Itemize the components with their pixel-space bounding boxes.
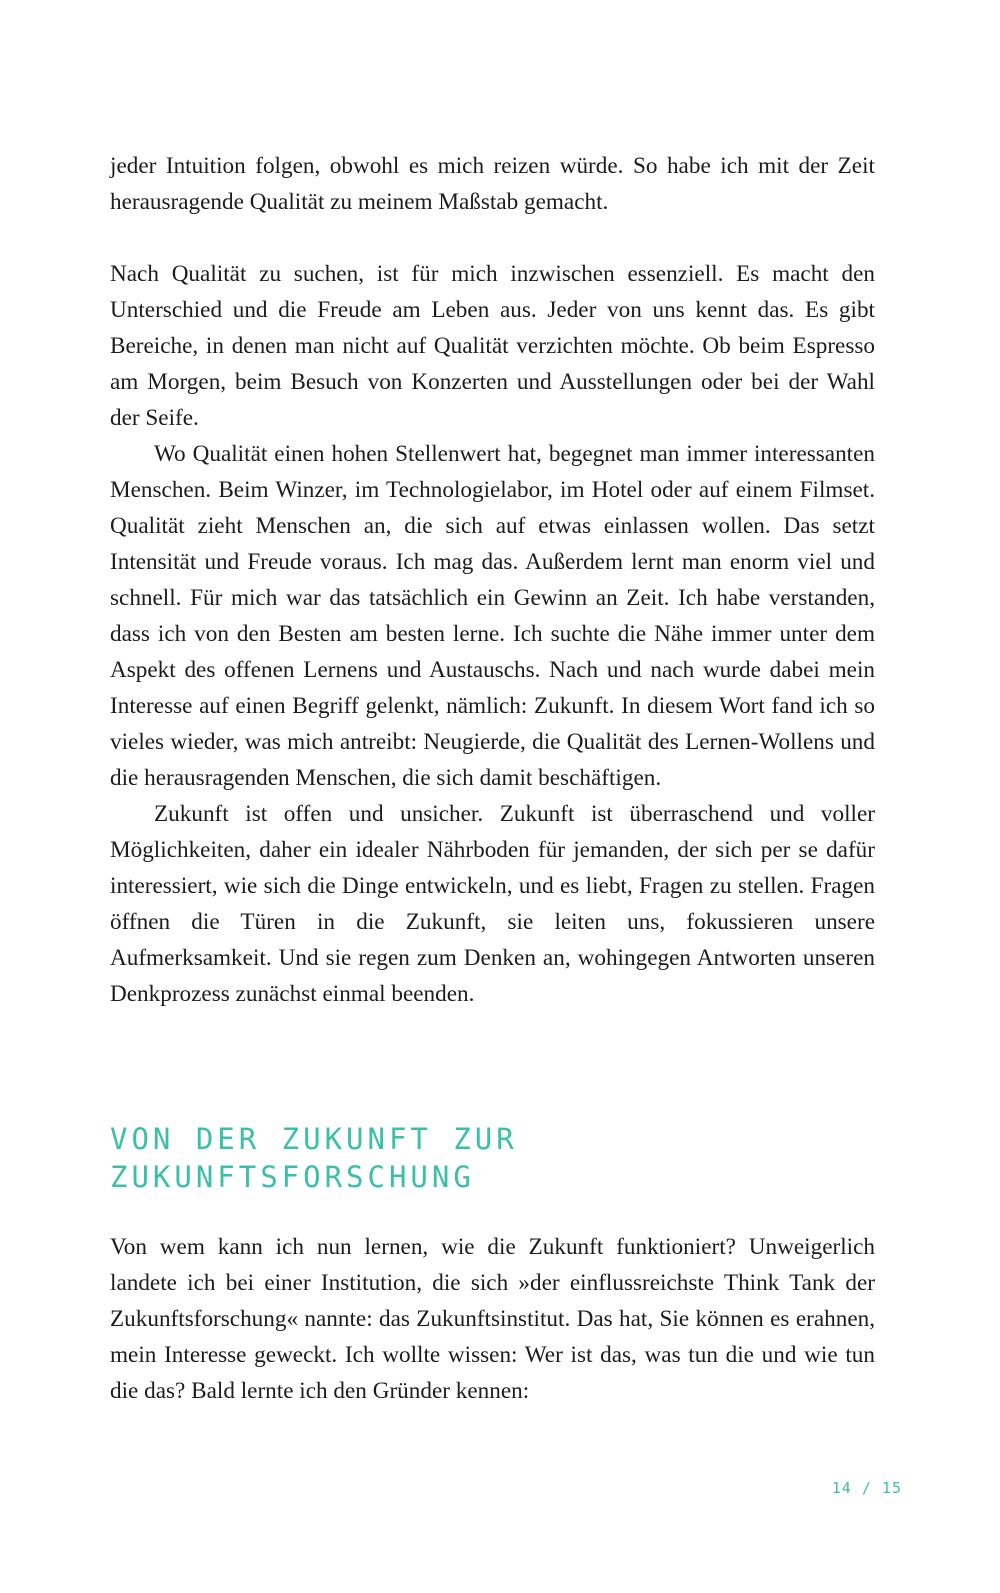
section-heading-line-2: ZUKUNFTSFORSCHUNG [110,1160,475,1194]
page-number: 14 / 15 [831,1479,902,1497]
paragraph-people: Wo Qualität einen hohen Stellenwert hat, begegnet man immer interessanten Menschen. Beim Winzer, im Technologielabor, im Hotel oder auf einem Filmset. Qualität zieht Menschen an, die sich auf etwas einlassen wollen. Das setzt Intensität und Freude voraus. Ich mag das. Außerdem lernt man enorm viel und schnell. Für mich war das tatsächlich ein Gewinn an Zeit. Ich habe verstanden, dass ich von den Besten am besten lerne. Ich suchte die Nähe immer unter dem Aspekt des offenen Lernens und Austauschs. Nach und nach wurde dabei mein Interesse auf einen Begriff gelenkt, nämlich: Zukunft. In diesem Wort fand ich so vieles wieder, was mich antreibt: Neugierde, die Qualität des Lernen-Wollens und die herausragenden Menschen, die sich damit beschäftigen. [110,441,875,791]
section-heading [110,1120,875,1196]
paragraph-continuation: jeder Intuition folgen, obwohl es mich reizen würde. So habe ich mit der Zeit herausragende Qualität zu meinem Maßstab gemacht. [110,153,875,215]
text-block-top [110,148,875,220]
paragraph-quality: Nach Qualität zu suchen, ist für mich inzwischen essenziell. Es macht den Unterschied und die Freude am Leben aus. Jeder von uns kennt das. Es gibt Bereiche, in denen man nicht auf Qualität verzichten möchte. Ob beim Espresso am Morgen, beim Besuch von Konzerten und Ausstellungen oder bei der Wahl der Seife. [110,261,875,431]
text-block-bottom [110,1229,875,1409]
text-block-main [110,256,875,1012]
paragraph-future: Zukunft ist offen und unsicher. Zukunft ist überraschend und voller Möglichkeiten, daher ein idealer Nährboden für jemanden, der sich per se dafür interessiert, wie sich die Dinge entwickeln, und es liebt, Fragen zu stellen. Fragen öffnen die Türen in die Zukunft, sie leiten uns, fokussieren unsere Aufmerksamkeit. Und sie regen zum Denken an, wohingegen Antworten unseren Denkprozess zunächst einmal beenden. [110,801,875,1007]
paragraph-institute: Von wem kann ich nun lernen, wie die Zukunft funktioniert? Unweigerlich landete ich bei einer Institution, die sich »der einflussreichste Think Tank der Zukunftsforschung« nannte: das Zukunftsinstitut. Das hat, Sie können es erahnen, mein Interesse geweckt. Ich wollte wissen: Wer ist das, was tun die und wie tun die das? Bald lernte ich den Gründer kennen: [110,1234,875,1404]
section-heading-line-1: VON DER ZUKUNFT ZUR [110,1122,518,1156]
